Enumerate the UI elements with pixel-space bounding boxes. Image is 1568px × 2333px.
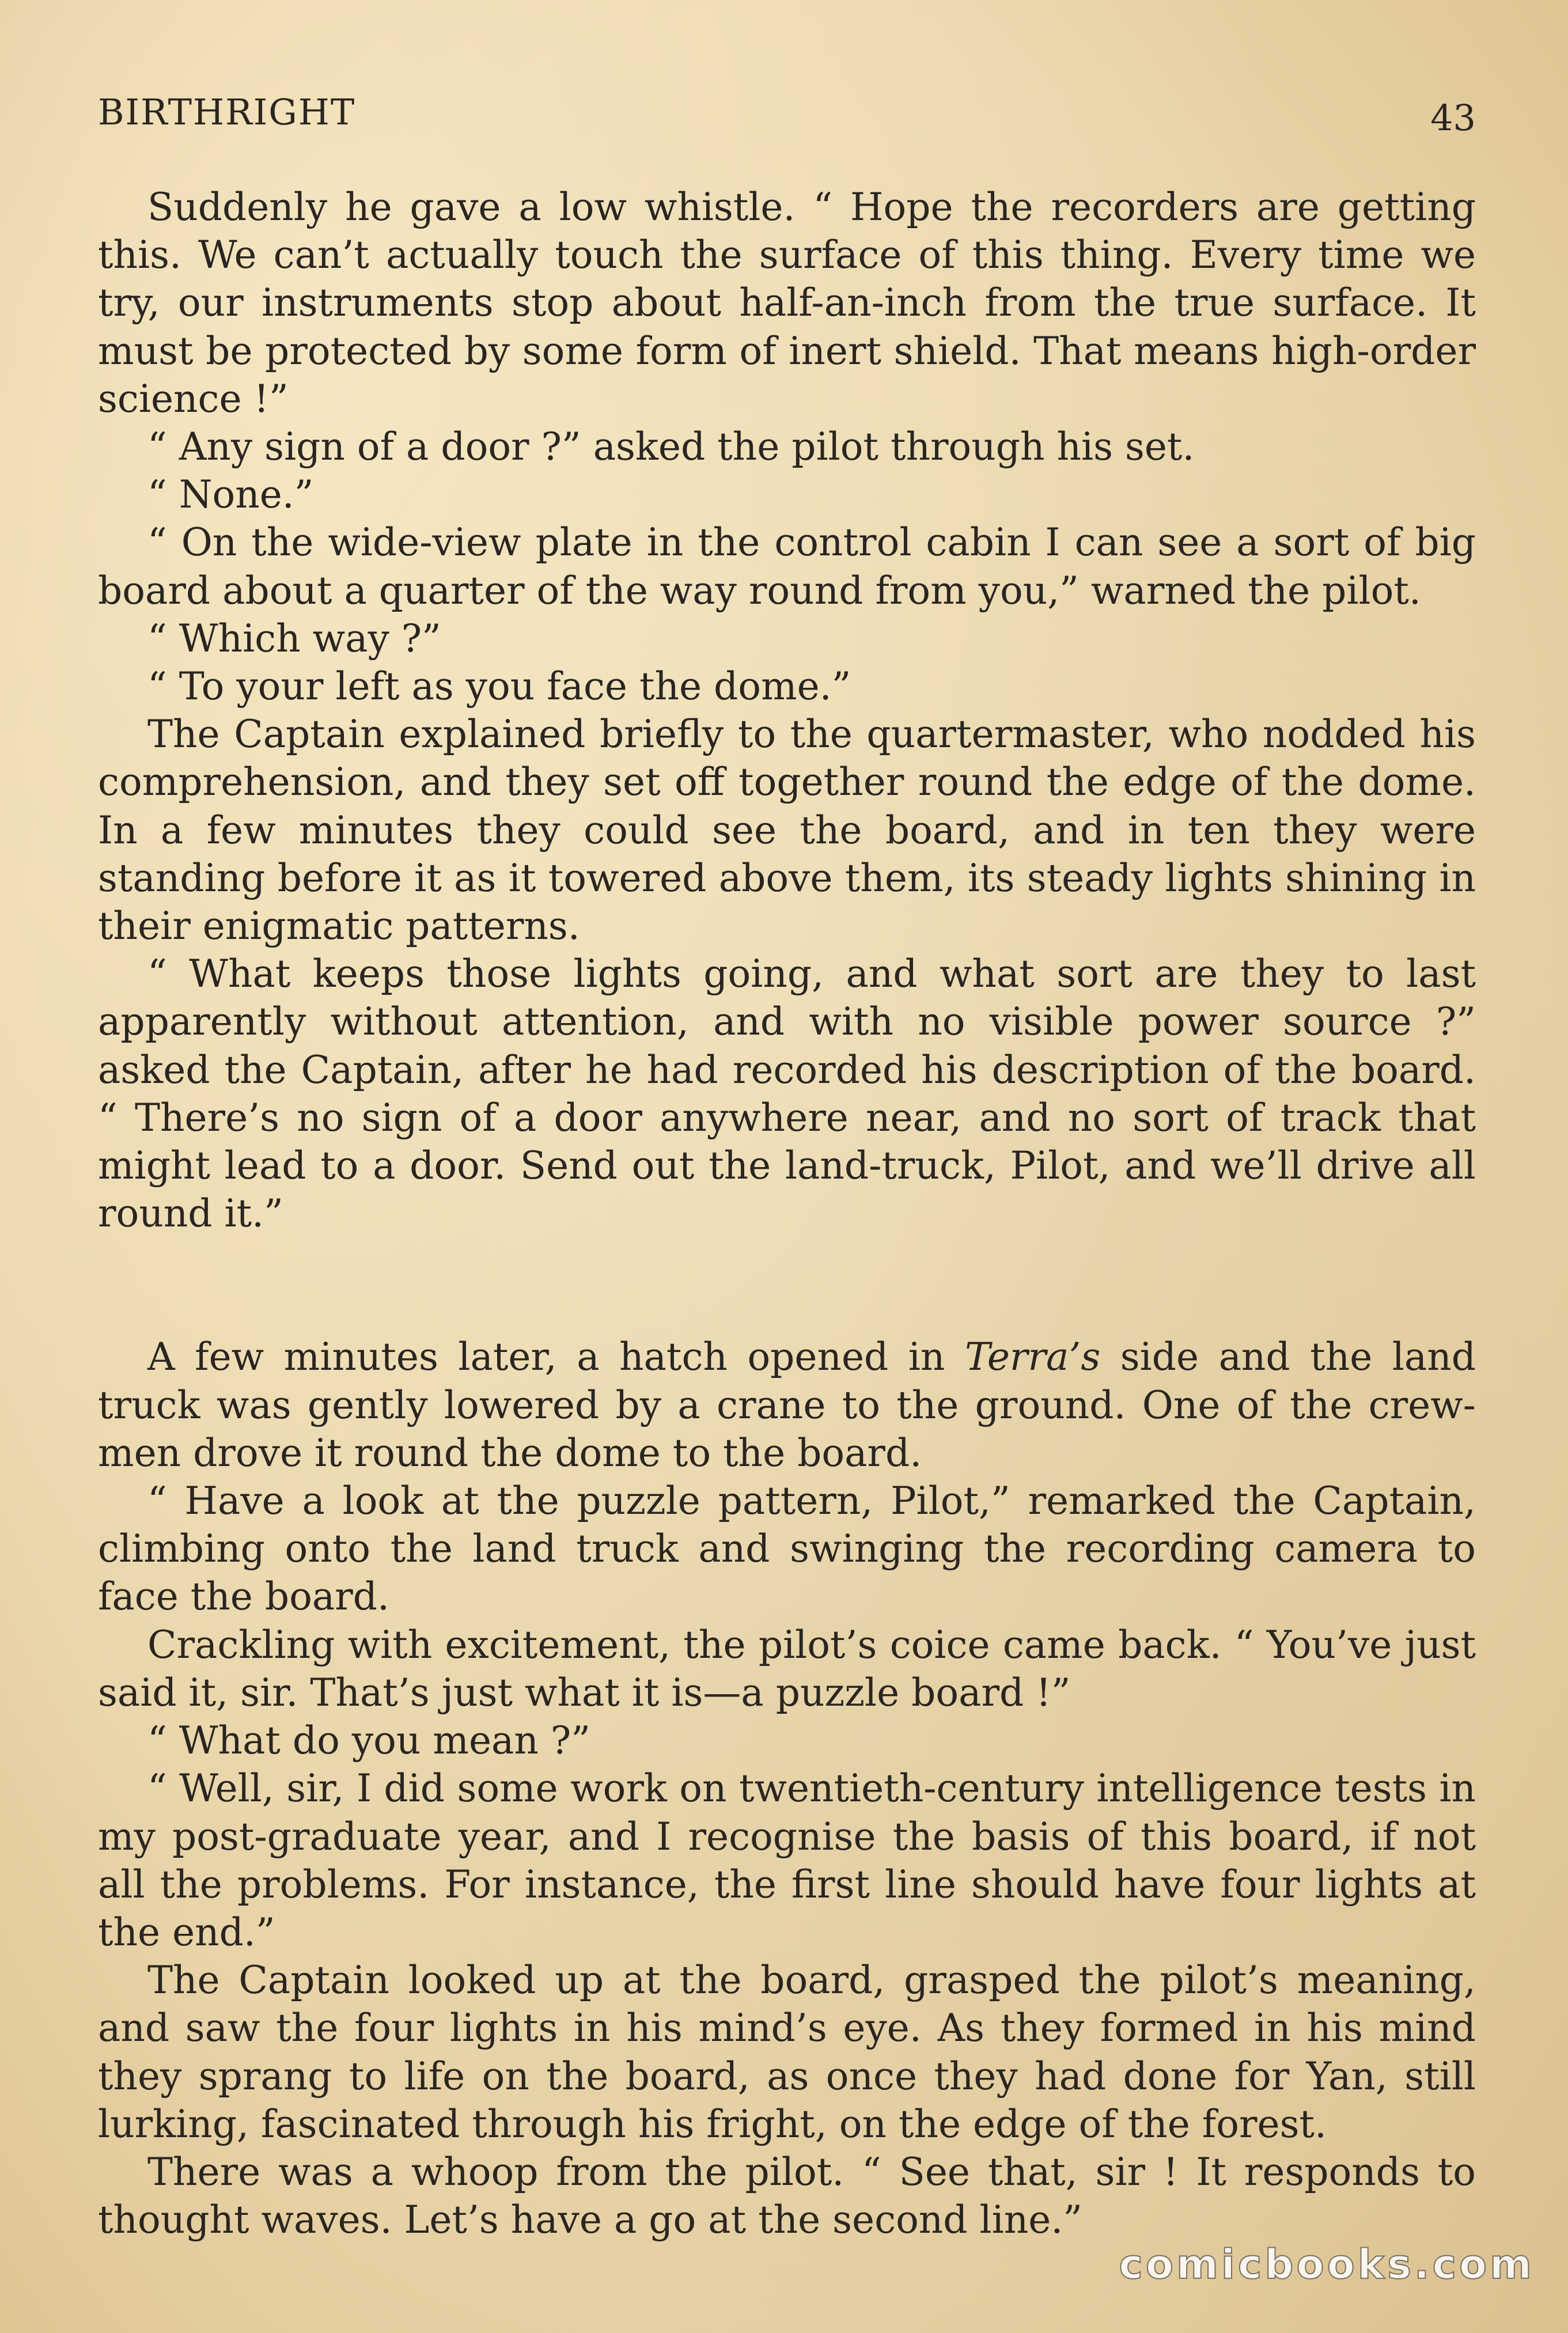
paragraph: The Captain looked up at the board, grasped the pilot’s meaning, and saw the four lights in his mind’s eye. As they formed in his mind they sprang to life on the board, as once they had done for Yan, still lurking, fascinated through his fright, on the edge of the forest. <box>98 1958 1476 2146</box>
page-number: 43 <box>1430 97 1476 139</box>
paragraph: “ What keeps those lights going, and what sort are they to last apparently without attention, and with no visible power source ?” asked the Captain, after he had recorded his description of the board. “ There’s no sign of a door anywhere near, and no sort of track that might lead to a door. Send out the land-truck, Pilot, and we’ll drive all round it.” <box>98 952 1476 1236</box>
paragraph: “ Have a look at the puzzle pattern, Pilot,” remarked the Captain, climbing onto the land truck and swinging the recording camera to face the board. <box>98 1479 1476 1619</box>
body-text <box>98 183 1476 2244</box>
paragraph: Suddenly he gave a low whistle. “ Hope the recorders are getting this. We can’t actually touch the surface of this thing. Every time we try, our instruments stop about half-an-inch from the true surface. It must be protected by some form of inert shield. That means high-order science !” <box>98 185 1476 421</box>
page-header <box>98 86 1476 138</box>
paragraph: There was a whoop from the pilot. “ See that, sir ! It responds to thought waves. Let’s have a go at the second line.” <box>98 2149 1476 2243</box>
paragraph: “ Well, sir, I did some work on twentieth-century intelligence tests in my post-graduate year, and I recognise the basis of this board, if not all the problems. For instance, the first line should have four lights at the end.” <box>98 1766 1476 1955</box>
section-break <box>98 1237 1476 1333</box>
paragraph <box>98 1333 1476 1477</box>
paragraph: “ Any sign of a door ?” asked the pilot through his set. <box>147 425 1195 469</box>
paragraph: “ None.” <box>147 472 314 517</box>
paragraph: Crackling with excitement, the pilot’s coice came back. “ You’ve just said it, sir. That’s just what it is—a puzzle board !” <box>98 1622 1476 1715</box>
running-title: BIRTHRIGHT <box>98 91 356 133</box>
paragraph: “ On the wide-view plate in the control cabin I can see a sort of big board about a quarter of the way round from you,” warned the pilot. <box>98 520 1476 613</box>
paragraph: “ Which way ?” <box>147 616 441 661</box>
paragraph-text: side and the land truck was gently lowered by a crane to the ground. One of the crew-men drove it round the dome to the board. <box>98 1335 1476 1475</box>
paragraph: “ What do you mean ?” <box>147 1718 590 1763</box>
paragraph: “ To your left as you face the dome.” <box>147 664 851 709</box>
paragraph-text: A few minutes later, a hatch opened in <box>147 1335 965 1380</box>
ship-name: Terra’s <box>964 1335 1101 1380</box>
watermark: comicbooks.com <box>1119 2241 1535 2288</box>
paragraph: The Captain explained briefly to the quartermaster, who nodded his comprehension, and they set off together round the edge of the dome. In a few minutes they could see the board, and in ten they were standing before it as it towered above them, its steady lights shining in their enigmatic patterns. <box>98 712 1476 949</box>
